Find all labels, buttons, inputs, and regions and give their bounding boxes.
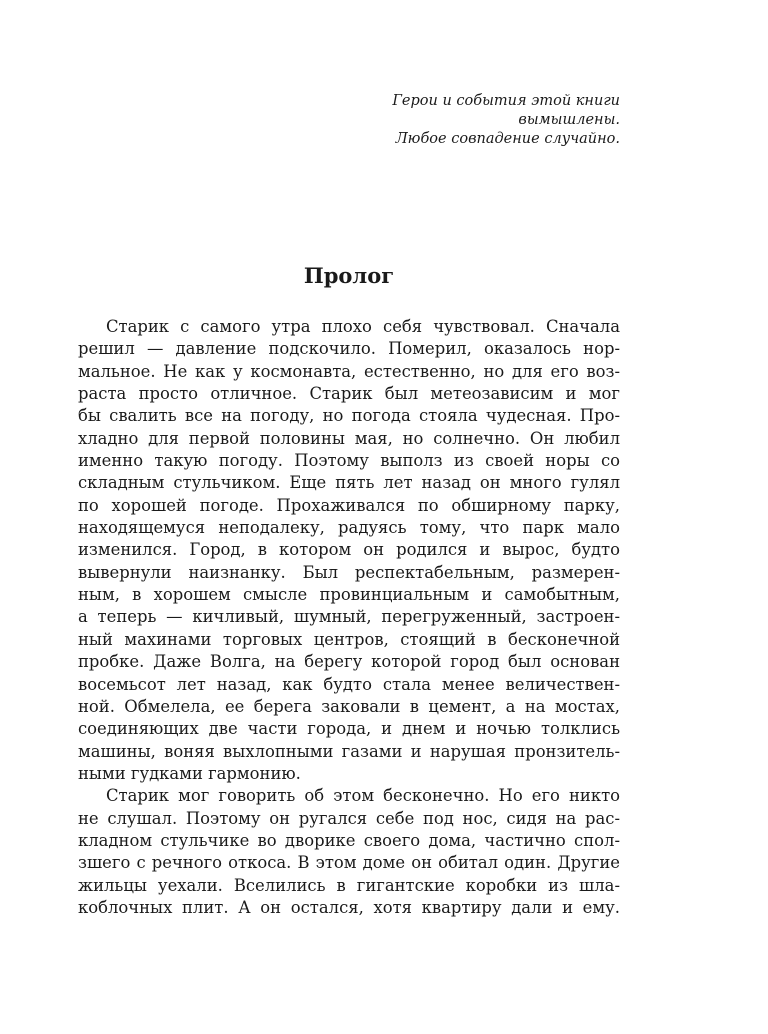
- text-line: восемьсот лет назад, как будто стала менее величествен-: [78, 674, 620, 694]
- text-line: именно такую погоду. Поэтому выполз из своей норы со: [78, 451, 620, 471]
- book-page: [78, 0, 620, 1034]
- text-line: решил — давление подскочило. Померил, оказалось нор-: [78, 339, 620, 359]
- text-line: мальное. Не как у космонавта, естественно, но для его воз-: [78, 361, 620, 381]
- text-line: жильцы уехали. Вселились в гигантские коробки из шла-: [78, 875, 620, 895]
- epigraph-line: вымышлены.: [518, 112, 620, 128]
- epigraph-line: Любое совпадение случайно.: [395, 131, 620, 147]
- text-line: не слушал. Поэтому он ругался себе под нос, сидя на рас-: [78, 808, 620, 828]
- text-line: ной. Обмелела, ее берега заковали в цемент, а на мостах,: [78, 696, 620, 716]
- text-line: вывернули наизнанку. Был респектабельным, размерен-: [78, 562, 620, 582]
- text-line: ный махинами торговых центров, стоящий в бесконечной: [78, 629, 620, 649]
- text-line: изменился. Город, в котором он родился и вырос, будто: [78, 540, 620, 560]
- text-line: ными гудками гармонию.: [78, 763, 301, 783]
- text-line: Старик мог говорить об этом бесконечно. Но его никто: [106, 786, 620, 806]
- paragraph: [78, 316, 620, 785]
- epigraph-line: Герои и события этой книги: [392, 93, 620, 109]
- text-line: машины, воняя выхлопными газами и нарушая пронзитель-: [78, 741, 620, 761]
- chapter-title: Пролог: [303, 263, 395, 288]
- text-line: бы свалить все на погоду, но погода стояла чудесная. Про-: [78, 406, 620, 426]
- epigraph: [280, 92, 620, 149]
- text-line: раста просто отличное. Старик был метеозависим и мог: [78, 384, 620, 404]
- text-line: ным, в хорошем смысле провинциальным и самобытным,: [78, 585, 620, 605]
- text-line: коблочных плит. А он остался, хотя квартиру дали и ему.: [78, 897, 620, 917]
- text-line: Старик с самого утра плохо себя чувствовал. Сначала: [106, 317, 620, 336]
- text-line: соединяющих две части города, и днем и ночью толклись: [78, 719, 620, 739]
- text-line: находящемуся неподалеку, радуясь тому, что парк мало: [78, 518, 620, 538]
- text-line: а теперь — кичливый, шумный, перегруженный, застроен-: [78, 607, 620, 627]
- text-line: по хорошей погоде. Прохаживался по обширному парку,: [78, 495, 620, 515]
- text-line: хладно для первой половины мая, но солнечно. Он любил: [78, 428, 620, 448]
- text-line: зшего с речного откоса. В этом доме он обитал один. Другие: [78, 853, 620, 873]
- chapter-body: [78, 316, 620, 919]
- text-line: складным стульчиком. Еще пять лет назад он много гулял: [78, 473, 620, 493]
- text-line: кладном стульчике во дворике своего дома, частично спол-: [78, 830, 620, 850]
- text-line: пробке. Даже Волга, на берегу которой город был основан: [78, 652, 620, 672]
- paragraph: [78, 785, 620, 919]
